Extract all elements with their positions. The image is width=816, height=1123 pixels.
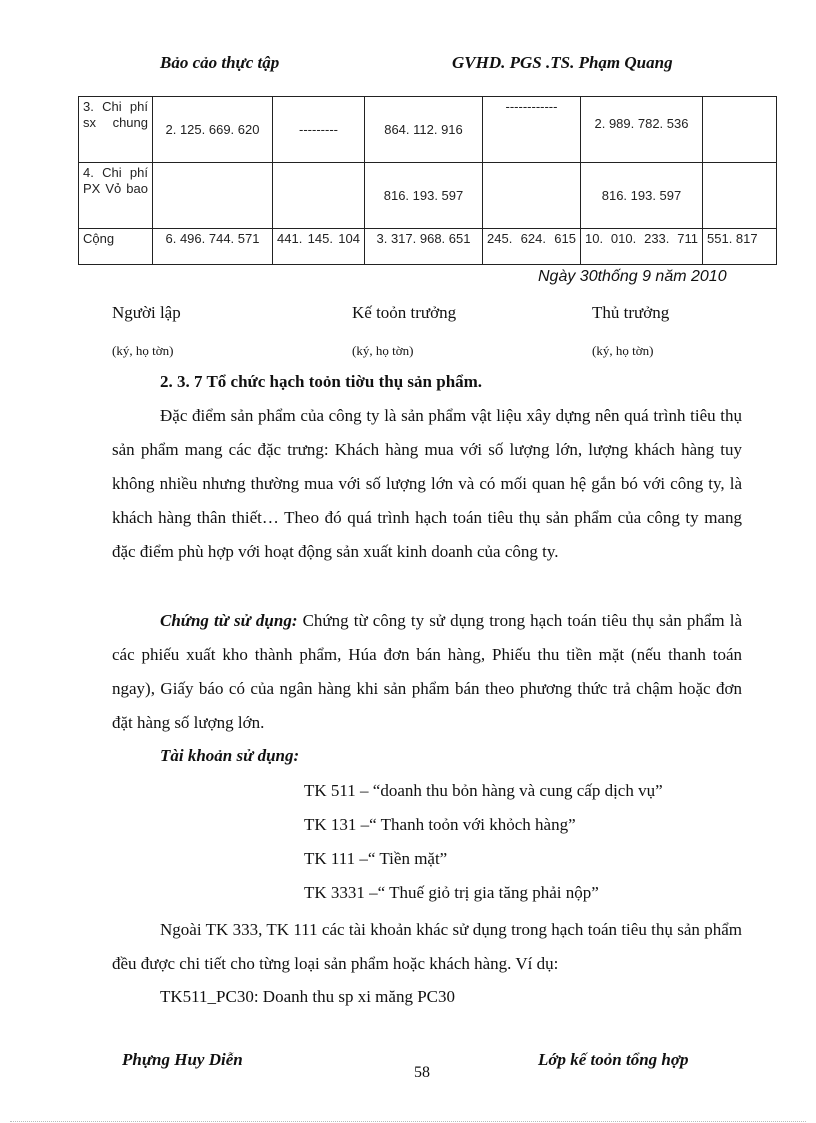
table-cell: 864. 112. 916 xyxy=(365,97,483,163)
bottom-divider xyxy=(10,1121,806,1122)
paragraph-product-characteristics: Đặc điểm sản phẩm của công ty là sản phẩm vật liệu xây dựng nên quá trình tiêu thụ sản phẩm mang các đặc trưng: Khách hàng mua với số lượng lớn, lượng khách hàng tuy không nhiều nhưng thường mua với số lượng lớn và có mối quan hệ gắn bó với công ty, là khách hàng thân thiết… Theo đó quá trình hạch toán tiêu thụ sản phẩm của công ty mang đặc điểm phù hợp với hoạt động sản xuất kinh doanh của công ty. xyxy=(112,406,742,561)
paragraph-detail-accounts: Ngoài TK 333, TK 111 các tài khoản khác sử dụng trong hạch toán tiêu thụ sản phẩm đều được chi tiết cho từng loại sản phẩm hoặc khách hàng. Ví dụ: xyxy=(112,920,742,973)
documents-text: Chứng từ công ty sử dụng trong hạch toán tiêu thụ sản phẩm là các phiếu xuất kho thành phẩm, Húa đơn bán hàng, Phiếu thu tiền mặt (nếu thanh toán ngay), Giấy báo có của ngân hàng khi sản phẩm bán theo phương thức trả chậm hoặc đơn đặt hàng số lượng lớn. xyxy=(112,611,742,732)
header-left: Bảo cảo thực tập xyxy=(160,53,280,72)
signer-director-note: (ký, họ tờn) xyxy=(592,343,654,358)
account-item: TK 3331 –“ Thuế giỏ trị gia tăng phải nộp” xyxy=(304,883,599,902)
table-cell: 245. 624. 615 xyxy=(483,229,581,265)
page-number: 58 xyxy=(414,1064,430,1081)
account-item: TK 111 –“ Tiền mặt” xyxy=(304,849,448,868)
table-cell xyxy=(703,163,777,229)
signer-director-title: Thủ trưởng xyxy=(592,303,670,322)
table-cell: 6. 496. 744. 571 xyxy=(153,229,273,265)
table-cell: 10. 010. 233. 711 xyxy=(581,229,703,265)
row-label: 3. Chi phí sx chung xyxy=(79,97,153,163)
cost-table xyxy=(78,96,777,265)
account-item: TK 511 – “doanh thu bỏn hàng và cung cấp dịch vụ” xyxy=(304,781,663,800)
signer-preparer-note: (ký, họ tờn) xyxy=(112,343,174,358)
account-example: TK511_PC30: Doanh thu sp xi măng PC30 xyxy=(160,987,455,1006)
table-cell: 441. 145. 104 xyxy=(273,229,365,265)
table-cell: --------- xyxy=(273,97,365,163)
row-label: Cộng xyxy=(79,229,153,265)
section-heading: 2. 3. 7 Tổ chức hạch toỏn tiờu thụ sản phẩm. xyxy=(160,372,483,391)
table-row xyxy=(79,163,777,229)
table-cell: 551. 817 xyxy=(703,229,777,265)
table-cell xyxy=(703,97,777,163)
table-cell: 2. 989. 782. 536 xyxy=(581,97,703,163)
table-cell: 816. 193. 597 xyxy=(365,163,483,229)
documents-label: Chứng từ sử dụng: xyxy=(160,611,298,630)
table-cell: 816. 193. 597 xyxy=(581,163,703,229)
table-cell xyxy=(153,163,273,229)
signer-preparer-title: Người lập xyxy=(112,303,181,322)
report-date: Ngày 30thống 9 năm 2010 xyxy=(538,268,727,285)
table-cell: ------------ xyxy=(483,97,581,163)
signer-chief-accountant-note: (ký, họ tờn) xyxy=(352,343,414,358)
table-row xyxy=(79,229,777,265)
accounts-label: Tài khoản sử dụng: xyxy=(160,746,300,765)
table-cell: 2. 125. 669. 620 xyxy=(153,97,273,163)
row-label: 4. Chi phí PX Vỏ bao xyxy=(79,163,153,229)
footer-class: Lớp kế toỏn tổng hợp xyxy=(538,1050,689,1069)
table-cell: 3. 317. 968. 651 xyxy=(365,229,483,265)
table-cell xyxy=(273,163,365,229)
header-right: GVHD. PGS .TS. Phạm Quang xyxy=(452,53,673,72)
account-item: TK 131 –“ Thanh toỏn với khỏch hàng” xyxy=(304,815,576,834)
paragraph-documents xyxy=(112,604,742,740)
table-cell xyxy=(483,163,581,229)
signer-chief-accountant-title: Kế toỏn trưởng xyxy=(352,303,457,322)
footer-author: Phựng Huy Diễn xyxy=(122,1050,243,1069)
table-row xyxy=(79,97,777,163)
